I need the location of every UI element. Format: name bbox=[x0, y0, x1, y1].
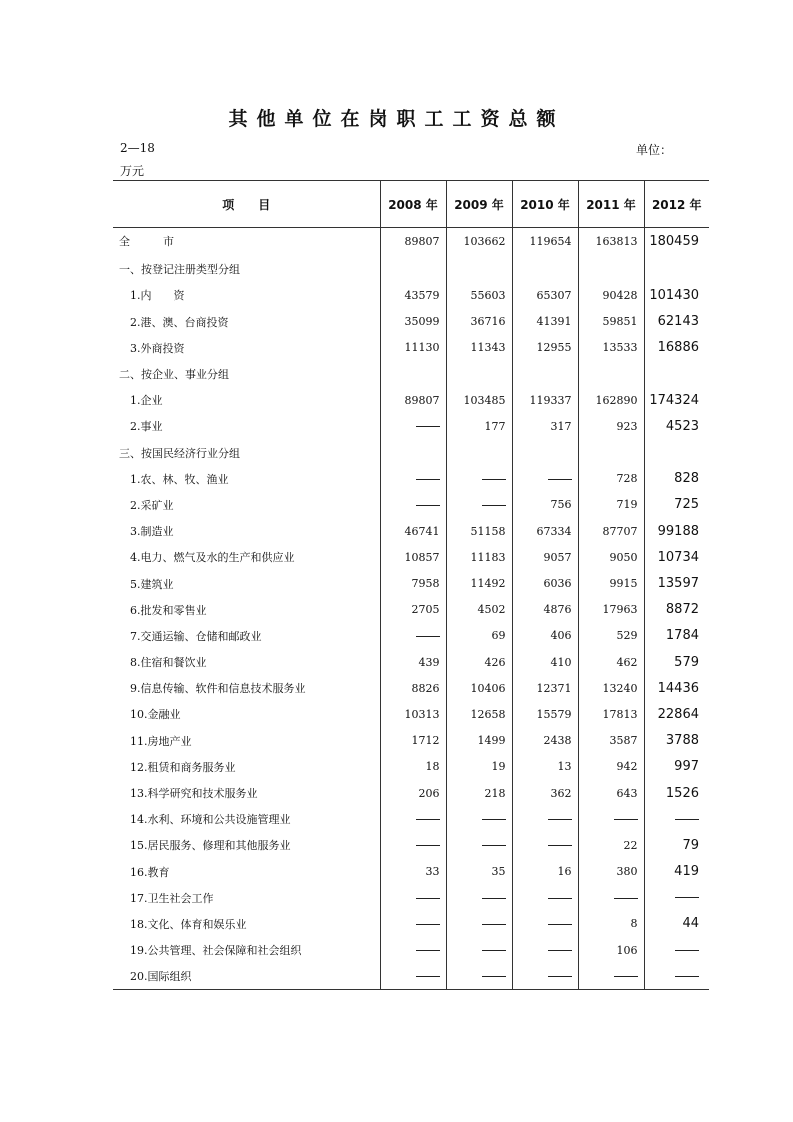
cell-value: 1499 bbox=[446, 728, 512, 754]
cell-dash bbox=[380, 466, 446, 492]
row-label: 12.租赁和商务服务业 bbox=[119, 760, 236, 774]
row-label: 二、按企业、事业分组 bbox=[119, 368, 229, 382]
cell-value: 406 bbox=[512, 623, 578, 649]
row-label: 14.水利、环境和公共设施管理业 bbox=[119, 813, 291, 827]
cell-dash bbox=[644, 885, 709, 911]
cell-value: 12955 bbox=[512, 335, 578, 361]
cell-dash bbox=[380, 623, 446, 649]
cell-value: 4876 bbox=[512, 597, 578, 623]
table-row bbox=[113, 282, 709, 308]
dash-mark bbox=[482, 976, 506, 977]
cell-value: 218 bbox=[446, 780, 512, 806]
table-row bbox=[113, 701, 709, 727]
dash-mark bbox=[548, 924, 572, 925]
row-label: 8.住宿和餐饮业 bbox=[119, 656, 207, 670]
cell-dash bbox=[512, 937, 578, 963]
cell-value: 16 bbox=[512, 859, 578, 885]
row-label: 7.交通运输、仓储和邮政业 bbox=[119, 629, 262, 643]
cell-value: 317 bbox=[512, 413, 578, 439]
cell-value: 16886 bbox=[644, 335, 709, 361]
table-row bbox=[113, 387, 709, 413]
cell-value: 719 bbox=[578, 492, 644, 518]
cell-value: 35099 bbox=[380, 309, 446, 335]
row-label: 2.港、澳、台商投资 bbox=[119, 315, 229, 329]
row-label: 1.内 资 bbox=[119, 289, 185, 303]
table-body bbox=[113, 228, 709, 990]
cell-value bbox=[512, 361, 578, 387]
cell-value: 15579 bbox=[512, 701, 578, 727]
row-label: 10.金融业 bbox=[119, 708, 181, 722]
cell-value: 362 bbox=[512, 780, 578, 806]
cell-value: 462 bbox=[578, 649, 644, 675]
cell-value: 11183 bbox=[446, 544, 512, 570]
cell-value bbox=[446, 361, 512, 387]
cell-value bbox=[380, 361, 446, 387]
cell-value: 8872 bbox=[644, 597, 709, 623]
dash-mark bbox=[614, 898, 638, 899]
cell-value bbox=[446, 254, 512, 282]
cell-value: 17813 bbox=[578, 701, 644, 727]
table-row bbox=[113, 806, 709, 832]
dash-mark bbox=[416, 898, 440, 899]
cell-dash bbox=[380, 885, 446, 911]
table-row bbox=[113, 728, 709, 754]
dash-mark bbox=[482, 505, 506, 506]
header-item: 项 目 bbox=[113, 181, 380, 228]
header-year: 2011 年 bbox=[578, 181, 644, 228]
header-year: 2012 年 bbox=[644, 181, 709, 228]
cell-value bbox=[644, 254, 709, 282]
cell-value: 106 bbox=[578, 937, 644, 963]
cell-value: 119337 bbox=[512, 387, 578, 413]
table-row bbox=[113, 466, 709, 492]
cell-value: 725 bbox=[644, 492, 709, 518]
cell-value: 13240 bbox=[578, 675, 644, 701]
row-label: 2.事业 bbox=[119, 420, 163, 434]
cell-value: 103485 bbox=[446, 387, 512, 413]
row-label: 9.信息传输、软件和信息技术服务业 bbox=[119, 682, 306, 696]
row-label: 一、按登记注册类型分组 bbox=[119, 263, 240, 277]
row-label: 1.企业 bbox=[119, 394, 163, 408]
row-label: 16.教育 bbox=[119, 865, 170, 879]
dash-mark bbox=[614, 819, 638, 820]
table-row bbox=[113, 780, 709, 806]
cell-dash bbox=[644, 806, 709, 832]
cell-value: 728 bbox=[578, 466, 644, 492]
table-row bbox=[113, 754, 709, 780]
cell-value: 13597 bbox=[644, 570, 709, 596]
cell-value: 1784 bbox=[644, 623, 709, 649]
table-row bbox=[113, 911, 709, 937]
cell-value: 9057 bbox=[512, 544, 578, 570]
cell-dash bbox=[446, 466, 512, 492]
cell-value: 7958 bbox=[380, 570, 446, 596]
cell-value: 8826 bbox=[380, 675, 446, 701]
cell-value bbox=[380, 440, 446, 466]
cell-value: 89807 bbox=[380, 228, 446, 255]
cell-value: 43579 bbox=[380, 282, 446, 308]
cell-value: 174324 bbox=[644, 387, 709, 413]
cell-value: 997 bbox=[644, 754, 709, 780]
dash-mark bbox=[675, 819, 699, 820]
cell-dash bbox=[380, 413, 446, 439]
cell-dash bbox=[446, 832, 512, 858]
cell-dash bbox=[446, 492, 512, 518]
cell-dash bbox=[380, 832, 446, 858]
cell-value: 11492 bbox=[446, 570, 512, 596]
dash-mark bbox=[482, 819, 506, 820]
cell-value: 19 bbox=[446, 754, 512, 780]
table-row bbox=[113, 597, 709, 623]
cell-value: 8 bbox=[578, 911, 644, 937]
cell-value: 426 bbox=[446, 649, 512, 675]
cell-value: 180459 bbox=[644, 228, 709, 255]
cell-value: 101430 bbox=[644, 282, 709, 308]
cell-value: 3788 bbox=[644, 728, 709, 754]
table-row bbox=[113, 675, 709, 701]
cell-value: 942 bbox=[578, 754, 644, 780]
cell-value: 9050 bbox=[578, 544, 644, 570]
cell-value: 62143 bbox=[644, 309, 709, 335]
cell-value bbox=[578, 254, 644, 282]
cell-dash bbox=[380, 806, 446, 832]
dash-mark bbox=[416, 976, 440, 977]
cell-value: 4523 bbox=[644, 413, 709, 439]
cell-value: 51158 bbox=[446, 518, 512, 544]
table-row bbox=[113, 570, 709, 596]
cell-value: 10857 bbox=[380, 544, 446, 570]
dash-mark bbox=[548, 950, 572, 951]
cell-value: 380 bbox=[578, 859, 644, 885]
row-label: 5.建筑业 bbox=[119, 577, 174, 591]
cell-value: 67334 bbox=[512, 518, 578, 544]
row-label: 2.采矿业 bbox=[119, 498, 174, 512]
cell-value: 17963 bbox=[578, 597, 644, 623]
cell-dash bbox=[380, 911, 446, 937]
row-label: 15.居民服务、修理和其他服务业 bbox=[119, 839, 291, 853]
dash-mark bbox=[482, 924, 506, 925]
cell-value: 119654 bbox=[512, 228, 578, 255]
table-row bbox=[113, 440, 709, 466]
cell-value: 756 bbox=[512, 492, 578, 518]
cell-value: 12658 bbox=[446, 701, 512, 727]
cell-value bbox=[512, 440, 578, 466]
row-label: 20.国际组织 bbox=[119, 970, 192, 984]
cell-value: 65307 bbox=[512, 282, 578, 308]
cell-value: 87707 bbox=[578, 518, 644, 544]
wage-table bbox=[113, 180, 709, 990]
table-row bbox=[113, 937, 709, 963]
table-row bbox=[113, 832, 709, 858]
table-row bbox=[113, 254, 709, 282]
cell-dash bbox=[446, 885, 512, 911]
dash-mark bbox=[482, 898, 506, 899]
cell-value: 923 bbox=[578, 413, 644, 439]
table-row bbox=[113, 859, 709, 885]
dash-mark bbox=[548, 898, 572, 899]
dash-mark bbox=[614, 976, 638, 977]
cell-value: 103662 bbox=[446, 228, 512, 255]
cell-dash bbox=[644, 963, 709, 990]
table-row bbox=[113, 309, 709, 335]
dash-mark bbox=[482, 950, 506, 951]
table-code: 2—18 bbox=[120, 141, 155, 155]
cell-value: 439 bbox=[380, 649, 446, 675]
table-row bbox=[113, 335, 709, 361]
cell-value: 177 bbox=[446, 413, 512, 439]
cell-value: 79 bbox=[644, 832, 709, 858]
cell-value: 99188 bbox=[644, 518, 709, 544]
cell-dash bbox=[578, 885, 644, 911]
cell-value: 11130 bbox=[380, 335, 446, 361]
cell-value: 41391 bbox=[512, 309, 578, 335]
row-label: 三、按国民经济行业分组 bbox=[119, 446, 240, 460]
cell-value: 2705 bbox=[380, 597, 446, 623]
unit-value: 万元 bbox=[120, 164, 145, 178]
cell-dash bbox=[380, 963, 446, 990]
cell-value: 33 bbox=[380, 859, 446, 885]
cell-value: 13533 bbox=[578, 335, 644, 361]
cell-dash bbox=[512, 466, 578, 492]
cell-value: 11343 bbox=[446, 335, 512, 361]
cell-dash bbox=[512, 885, 578, 911]
cell-value: 10734 bbox=[644, 544, 709, 570]
cell-value: 3587 bbox=[578, 728, 644, 754]
cell-value: 36716 bbox=[446, 309, 512, 335]
cell-value: 14436 bbox=[644, 675, 709, 701]
dash-mark bbox=[416, 505, 440, 506]
table-row bbox=[113, 963, 709, 990]
cell-value bbox=[644, 361, 709, 387]
dash-mark bbox=[675, 897, 699, 898]
dash-mark bbox=[416, 819, 440, 820]
header-year: 2010 年 bbox=[512, 181, 578, 228]
cell-value: 22 bbox=[578, 832, 644, 858]
cell-value: 59851 bbox=[578, 309, 644, 335]
cell-dash bbox=[512, 963, 578, 990]
table-header-row bbox=[113, 181, 709, 228]
dash-mark bbox=[548, 845, 572, 846]
cell-value: 10313 bbox=[380, 701, 446, 727]
cell-value: 643 bbox=[578, 780, 644, 806]
dash-mark bbox=[416, 845, 440, 846]
cell-value: 89807 bbox=[380, 387, 446, 413]
table-row bbox=[113, 623, 709, 649]
cell-value: 4502 bbox=[446, 597, 512, 623]
row-label: 19.公共管理、社会保障和社会组织 bbox=[119, 944, 302, 958]
table-row bbox=[113, 885, 709, 911]
cell-dash bbox=[644, 937, 709, 963]
cell-dash bbox=[512, 911, 578, 937]
cell-dash bbox=[446, 806, 512, 832]
cell-value: 35 bbox=[446, 859, 512, 885]
cell-value: 6036 bbox=[512, 570, 578, 596]
cell-value: 18 bbox=[380, 754, 446, 780]
cell-value: 163813 bbox=[578, 228, 644, 255]
row-label: 4.电力、燃气及水的生产和供应业 bbox=[119, 551, 295, 565]
dash-mark bbox=[482, 479, 506, 480]
table-row bbox=[113, 413, 709, 439]
cell-value: 1712 bbox=[380, 728, 446, 754]
cell-value bbox=[446, 440, 512, 466]
row-label: 13.科学研究和技术服务业 bbox=[119, 787, 258, 801]
cell-value: 44 bbox=[644, 911, 709, 937]
row-label: 6.批发和零售业 bbox=[119, 603, 207, 617]
cell-value: 46741 bbox=[380, 518, 446, 544]
cell-value: 579 bbox=[644, 649, 709, 675]
table-row bbox=[113, 544, 709, 570]
cell-value: 9915 bbox=[578, 570, 644, 596]
cell-value: 12371 bbox=[512, 675, 578, 701]
cell-dash bbox=[446, 963, 512, 990]
cell-value: 529 bbox=[578, 623, 644, 649]
cell-dash bbox=[578, 963, 644, 990]
dash-mark bbox=[675, 976, 699, 977]
cell-dash bbox=[446, 911, 512, 937]
cell-value: 2438 bbox=[512, 728, 578, 754]
cell-value: 206 bbox=[380, 780, 446, 806]
cell-value: 13 bbox=[512, 754, 578, 780]
cell-value: 22864 bbox=[644, 701, 709, 727]
cell-value: 69 bbox=[446, 623, 512, 649]
row-label: 18.文化、体育和娱乐业 bbox=[119, 917, 247, 931]
row-label: 11.房地产业 bbox=[119, 734, 192, 748]
cell-value bbox=[512, 254, 578, 282]
cell-value: 10406 bbox=[446, 675, 512, 701]
cell-dash bbox=[446, 937, 512, 963]
dash-mark bbox=[416, 426, 440, 427]
row-label: 1.农、林、牧、渔业 bbox=[119, 472, 229, 486]
cell-value: 55603 bbox=[446, 282, 512, 308]
dash-mark bbox=[482, 845, 506, 846]
cell-dash bbox=[512, 832, 578, 858]
row-label: 3.制造业 bbox=[119, 525, 174, 539]
row-label: 17.卫生社会工作 bbox=[119, 891, 214, 905]
dash-mark bbox=[416, 924, 440, 925]
cell-value: 1526 bbox=[644, 780, 709, 806]
table-row bbox=[113, 361, 709, 387]
cell-value: 419 bbox=[644, 859, 709, 885]
cell-dash bbox=[380, 937, 446, 963]
cell-value: 828 bbox=[644, 466, 709, 492]
table-row bbox=[113, 228, 709, 255]
table-row bbox=[113, 649, 709, 675]
table-row bbox=[113, 492, 709, 518]
cell-dash bbox=[512, 806, 578, 832]
cell-value bbox=[380, 254, 446, 282]
dash-mark bbox=[416, 636, 440, 637]
cell-dash bbox=[380, 492, 446, 518]
page-title: 其他单位在岗职工工资总额 bbox=[228, 108, 565, 130]
row-label: 3.外商投资 bbox=[119, 341, 185, 355]
cell-dash bbox=[578, 806, 644, 832]
dash-mark bbox=[675, 950, 699, 951]
cell-value bbox=[578, 440, 644, 466]
row-label: 全 市 bbox=[119, 235, 174, 249]
cell-value bbox=[578, 361, 644, 387]
cell-value: 410 bbox=[512, 649, 578, 675]
unit-label: 单位： bbox=[636, 143, 673, 157]
dash-mark bbox=[416, 479, 440, 480]
header-year: 2008 年 bbox=[380, 181, 446, 228]
table-row bbox=[113, 518, 709, 544]
header-year: 2009 年 bbox=[446, 181, 512, 228]
dash-mark bbox=[416, 950, 440, 951]
dash-mark bbox=[548, 819, 572, 820]
cell-value bbox=[644, 440, 709, 466]
dash-mark bbox=[548, 479, 572, 480]
dash-mark bbox=[548, 976, 572, 977]
cell-value: 162890 bbox=[578, 387, 644, 413]
cell-value: 90428 bbox=[578, 282, 644, 308]
